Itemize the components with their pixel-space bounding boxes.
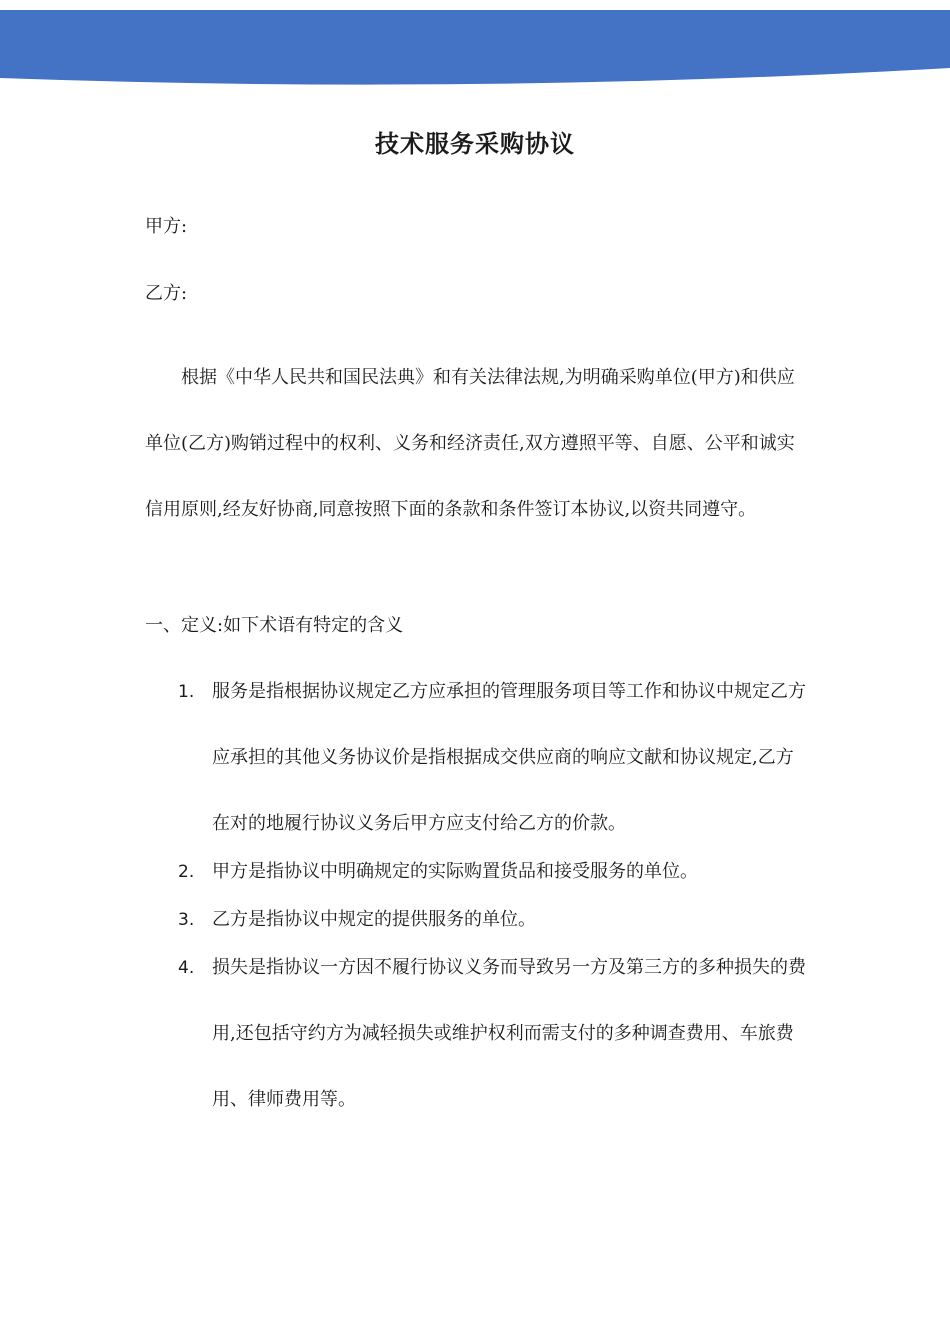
definition-number: 2. <box>178 862 195 882</box>
definition-text: 乙方是指协议中规定的提供服务的单位。 <box>212 909 536 930</box>
party-b-field: 乙方: <box>145 283 188 304</box>
definition-text: 损失是指协议一方因不履行协议义务而导致另一方及第三方的多种损失的费用,还包括守约方为减轻损失或维护权利而需支付的多种调查费用、车旅费用、律师费用等。 <box>212 957 806 1110</box>
definition-number: 3. <box>178 910 195 930</box>
definition-text: 服务是指根据协议规定乙方应承担的管理服务项目等工作和协议中规定乙方应承担的其他义务协议价是指根据成交供应商的响应文献和协议规定,乙方在对的地履行协议义务后甲方应支付给乙方的价款。 <box>212 681 806 834</box>
party-a-field: 甲方: <box>145 216 188 237</box>
definition-number: 1. <box>178 682 195 702</box>
header-banner-shape <box>0 10 950 85</box>
section-heading-definitions: 一、定义:如下术语有特定的含义 <box>145 615 404 636</box>
definition-text: 甲方是指协议中明确规定的实际购置货品和接受服务的单位。 <box>212 861 698 882</box>
intro-paragraph: 根据《中华人民共和国民法典》和有关法律法规,为明确采购单位(甲方)和供应单位(乙方)购销过程中的权利、义务和经济责任,双方遵照平等、自愿、公平和诚实信用原则,经友好协商,同意按照下面的条款和条件签订本协议,以资共同遵守。 <box>145 367 795 520</box>
document-title: 技术服务采购协议 <box>375 129 575 158</box>
header-banner <box>0 0 950 90</box>
definition-list <box>178 677 808 1151</box>
definition-item <box>178 953 808 1151</box>
definition-number: 4. <box>178 958 195 978</box>
